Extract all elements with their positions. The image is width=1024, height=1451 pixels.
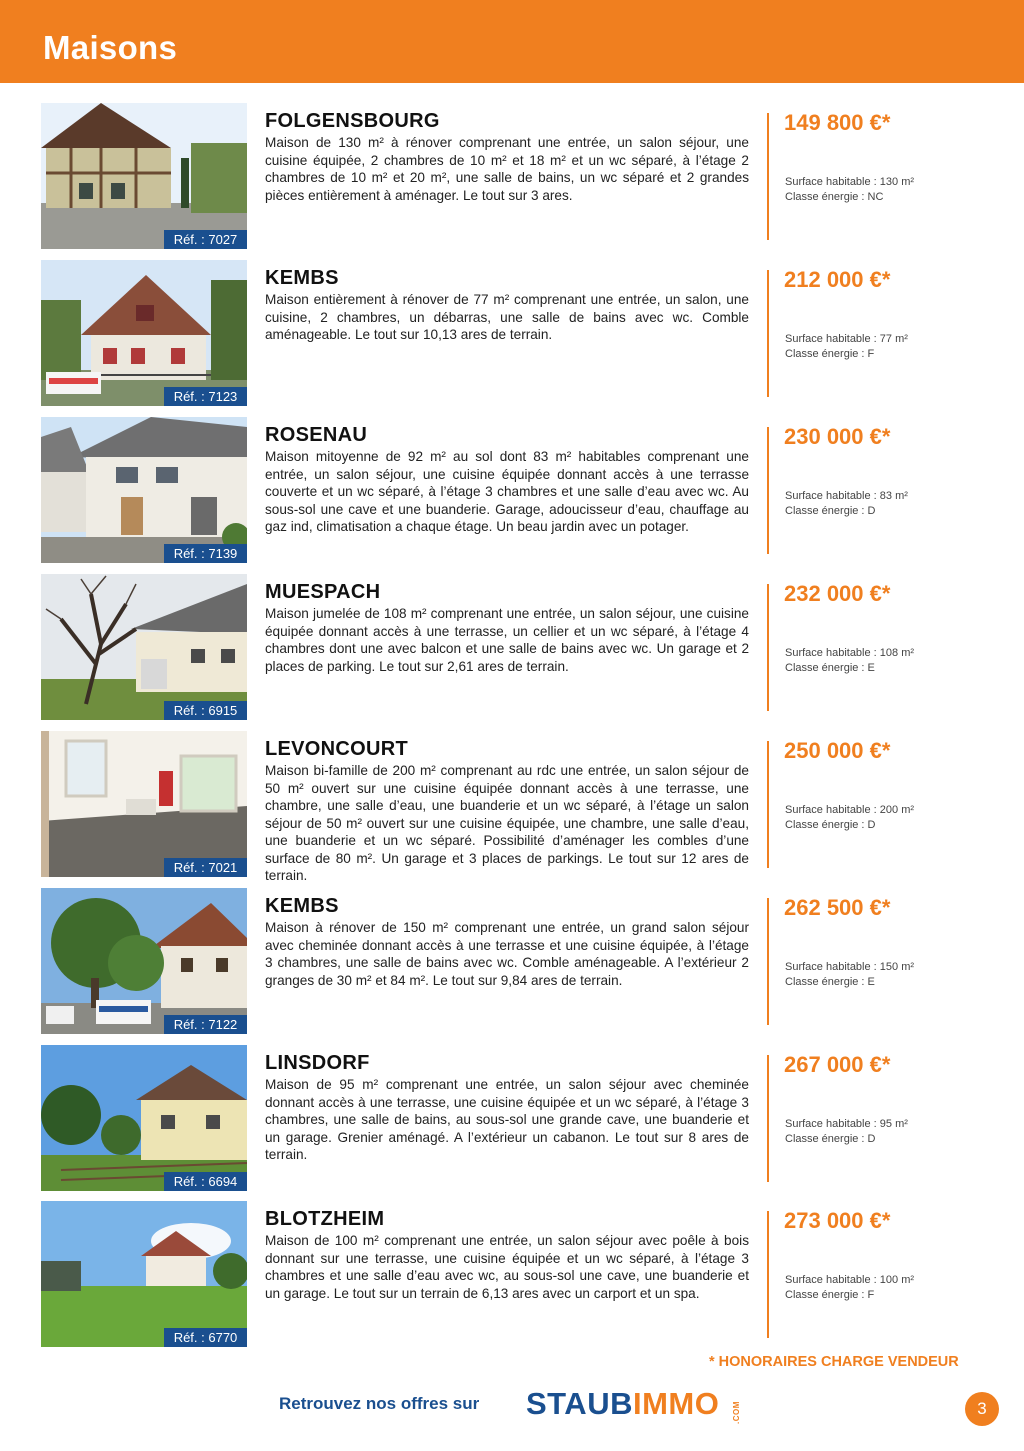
house-photo-image — [41, 417, 247, 563]
column-divider — [767, 113, 769, 240]
house-photo-image — [41, 888, 247, 1034]
listing-info — [265, 109, 749, 204]
reference-label: Réf. : 7122 — [164, 1015, 247, 1034]
classe-energie: Classe énergie : D — [785, 819, 876, 831]
column-divider — [767, 898, 769, 1025]
reference-label: Réf. : 7027 — [164, 230, 247, 249]
listing-town: KEMBS — [265, 895, 339, 917]
listing-price: 230 000 €* — [784, 424, 891, 449]
surface-habitable: Surface habitable : 150 m² — [785, 961, 915, 973]
listing-kembs-7123[interactable] — [0, 260, 1024, 406]
surface-habitable: Surface habitable : 95 m² — [785, 1118, 908, 1130]
listing-info — [265, 580, 749, 675]
listing-town: LEVONCOURT — [265, 738, 408, 760]
reference-label: Réf. : 7123 — [164, 387, 247, 406]
listing-description: Maison de 130 m² à rénover comprenant une entrée, un salon séjour, une cuisine équipée, 2 chambres de 10 m² et 18 m² et un wc séparé, à l’étage 2 chambres de 10 m² et 20 m², une salle de bains, un wc séparé et 2 grandes pièces entièrement à aménager. Le tout sur 3 ares. — [265, 135, 749, 203]
listing-description: Maison jumelée de 108 m² comprenant une entrée, un salon séjour, une cuisine équipée donnant accès à une terrasse, un cellier et un wc séparé, à l’étage 4 chambres dont une avec balcon et une salle de bains avec wc. Un garage et 2 places de parking. Le tout sur 2,61 ares de terrain. — [265, 606, 749, 674]
property-photo[interactable] — [41, 574, 247, 720]
surface-habitable: Surface habitable : 77 m² — [785, 333, 908, 345]
listing-specs — [785, 646, 914, 676]
listing-price: 267 000 €* — [784, 1052, 891, 1077]
listing-description: Maison de 95 m² comprenant une entrée, un salon séjour avec cheminée donnant accès à une terrasse, une cuisine équipée et un wc séparé, à l’étage 3 chambres, une salle de bains, au sous-sol une grande cave, une buanderie et un garage. Grenier aménagé. A l’extérieur un cabanon. Le tout sur 8 ares de terrain. — [265, 1077, 749, 1162]
listing-blotzheim[interactable] — [0, 1201, 1024, 1347]
property-photo[interactable] — [41, 731, 247, 877]
section-title: Maisons — [43, 29, 178, 66]
listing-description: Maison à rénover de 150 m² comprenant une entrée, un grand salon séjour avec cheminée donnant accès à une terrasse et une cuisine équipée, à l’étage 3 chambres, une salle de bains avec wc. Comble aménageable. A l’extérieur 2 granges de 30 m² et 84 m². Le tout sur 9,84 ares de terrain. — [265, 920, 749, 988]
column-divider — [767, 427, 769, 554]
house-photo-image — [41, 574, 247, 720]
classe-energie: Classe énergie : F — [785, 348, 875, 360]
listing-price: 149 800 €* — [784, 110, 891, 135]
reference-label: Réf. : 7021 — [164, 858, 247, 877]
listing-price: 273 000 €* — [784, 1208, 891, 1233]
listing-levoncourt[interactable] — [0, 731, 1024, 883]
listing-specs — [785, 960, 914, 990]
listing-folgensbourg[interactable] — [0, 103, 1024, 249]
listing-specs — [785, 332, 908, 362]
column-divider — [767, 270, 769, 397]
listing-town: FOLGENSBOURG — [265, 110, 440, 132]
classe-energie: Classe énergie : E — [785, 662, 875, 674]
listing-town: ROSENAU — [265, 424, 368, 446]
listing-town: MUESPACH — [265, 581, 381, 603]
surface-habitable: Surface habitable : 108 m² — [785, 647, 915, 659]
listing-town: KEMBS — [265, 267, 339, 289]
reference-label: Réf. : 6770 — [164, 1328, 247, 1347]
surface-habitable: Surface habitable : 83 m² — [785, 490, 908, 502]
house-photo-image — [41, 1045, 247, 1191]
property-photo[interactable] — [41, 888, 247, 1034]
property-photo[interactable] — [41, 1045, 247, 1191]
logo-suffix — [732, 1390, 749, 1424]
listing-info — [265, 1207, 749, 1302]
listing-specs — [785, 175, 914, 205]
property-photo[interactable] — [41, 260, 247, 406]
logo-suffix-text: .COM — [732, 1401, 741, 1424]
classe-energie: Classe énergie : E — [785, 976, 875, 988]
column-divider — [767, 1055, 769, 1182]
listing-specs — [785, 489, 908, 519]
house-photo-image — [41, 260, 247, 406]
promo-text: Retrouvez nos offres sur — [279, 1394, 480, 1413]
listing-kembs-7122[interactable] — [0, 888, 1024, 1034]
listing-muespach[interactable] — [0, 574, 1024, 720]
surface-habitable: Surface habitable : 200 m² — [785, 804, 915, 816]
interior-photo-image — [41, 731, 247, 877]
property-photo[interactable] — [41, 1201, 247, 1347]
listing-description: Maison mitoyenne de 92 m² au sol dont 83 m² habitables comprenant une entrée, un salon séjour, une cuisine équipée donnant accès à une terrasse couverte et un wc séparé, à l’étage 3 chambres et une salle d’eau avec wc. Au sous-sol une cave et une buanderie. Garage, adoucisseur d’eau, chauffage au gaz ind, climatisation a chaque étage. Un beau jardin avec un potager. — [265, 449, 749, 534]
listing-info — [265, 266, 749, 344]
classe-energie: Classe énergie : D — [785, 505, 876, 517]
listing-town: BLOTZHEIM — [265, 1208, 385, 1230]
listing-description: Maison bi-famille de 200 m² comprenant au rdc une entrée, un salon séjour de 50 m² ouvert sur une cuisine équipée donnant accès à une terrasse, une chambre, une salle d’eau, une buanderie et un wc séparé, à l’étage un salon séjour de 50 m² ouvert sur une cuisine équipée, une chambre, une salle d’eau, une buanderie et un wc séparé. Possibilité d’aménager les combles d’une surface de 80 m². Un garage et 3 places de parkings. Le tout sur 12 ares de terrain. — [265, 763, 749, 883]
classe-energie: Classe énergie : F — [785, 1289, 875, 1301]
listing-description: Maison de 100 m² comprenant une entrée, un salon séjour avec poêle à bois donnant sur une terrasse, une cuisine équipée et un wc séparé, à l’étage 3 chambres et une salle d’eau avec wc, au sous-sol une cave, une buanderie et un garage. Le tout sur un terrain de 6,13 ares avec un carport et un spa. — [265, 1233, 749, 1301]
logo-part-immo: IMMO — [632, 1386, 720, 1421]
property-photo[interactable] — [41, 417, 247, 563]
listing-info — [265, 423, 749, 536]
reference-label: Réf. : 7139 — [164, 544, 247, 563]
listing-info — [265, 894, 749, 989]
listing-info — [265, 737, 749, 885]
fees-note: * HONORAIRES CHARGE VENDEUR — [709, 1354, 959, 1370]
classe-energie: Classe énergie : D — [785, 1133, 876, 1145]
listing-linsdorf[interactable] — [0, 1045, 1024, 1191]
listing-rosenau[interactable] — [0, 417, 1024, 563]
surface-habitable: Surface habitable : 130 m² — [785, 176, 915, 188]
logo-part-staub: STAUB — [526, 1386, 633, 1421]
house-photo-image — [41, 1201, 247, 1347]
page-number: 3 — [965, 1392, 999, 1426]
classe-energie: Classe énergie : NC — [785, 191, 884, 203]
listing-price: 262 500 €* — [784, 895, 891, 920]
listing-price: 250 000 €* — [784, 738, 891, 763]
listing-description: Maison entièrement à rénover de 77 m² comprenant une entrée, un salon, une cuisine, 2 chambres, un débarras, une salle de bains avec wc. Comble aménageable. Le tout sur 10,13 ares de terrain. — [265, 292, 749, 342]
property-photo[interactable] — [41, 103, 247, 249]
reference-label: Réf. : 6694 — [164, 1172, 247, 1191]
column-divider — [767, 584, 769, 711]
listing-town: LINSDORF — [265, 1052, 370, 1074]
staubimmo-logo[interactable] — [526, 1384, 741, 1424]
reference-label: Réf. : 6915 — [164, 701, 247, 720]
listing-price: 232 000 €* — [784, 581, 891, 606]
page-header — [0, 0, 1024, 83]
column-divider — [767, 741, 769, 868]
surface-habitable: Surface habitable : 100 m² — [785, 1274, 915, 1286]
column-divider — [767, 1211, 769, 1338]
listing-specs — [785, 1117, 908, 1147]
listing-specs — [785, 1273, 914, 1303]
listing-info — [265, 1051, 749, 1164]
house-photo-image — [41, 103, 247, 249]
listing-specs — [785, 803, 914, 833]
listing-price: 212 000 €* — [784, 267, 891, 292]
